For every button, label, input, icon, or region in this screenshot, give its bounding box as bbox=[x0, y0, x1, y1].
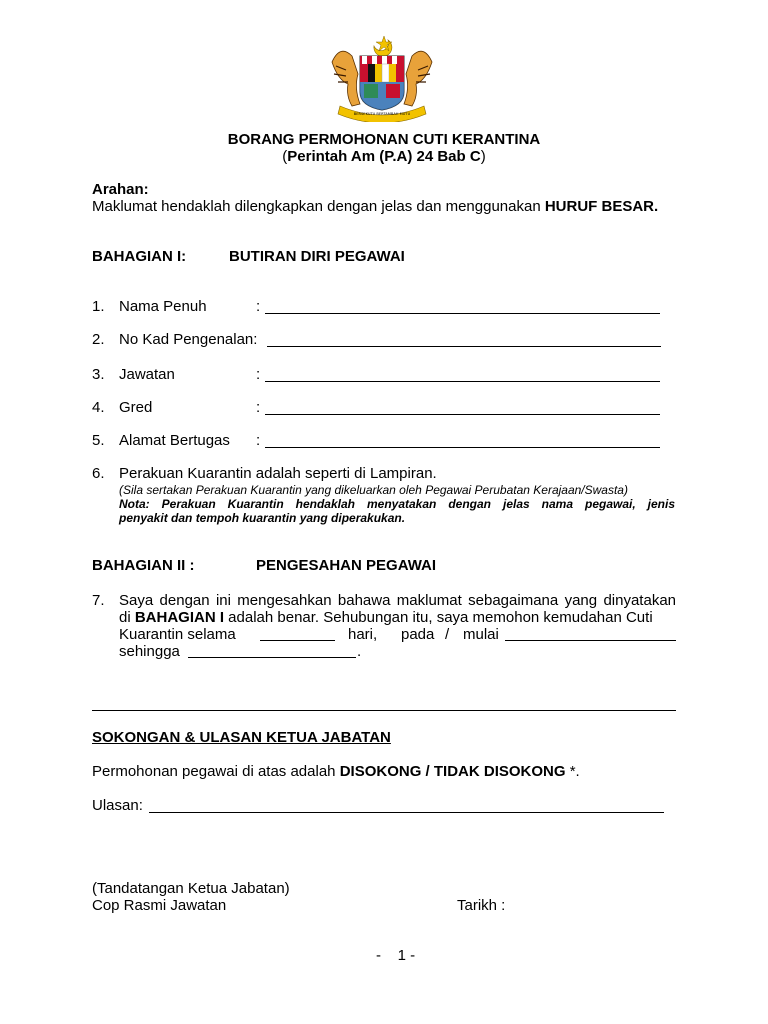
support-decision-options[interactable]: DISOKONG / TIDAK DISOKONG bbox=[339, 763, 566, 780]
field-number: 1. bbox=[92, 298, 105, 315]
item7-from-label: mulai bbox=[463, 626, 499, 643]
page-number: - 1 - bbox=[376, 947, 416, 964]
address-input-line[interactable] bbox=[265, 447, 660, 448]
part1-title: BUTIRAN DIRI PEGAWAI bbox=[229, 248, 405, 265]
instructions-body: Maklumat hendaklah dilengkapkan dengan jelas dan menggunakan bbox=[92, 198, 545, 215]
section-divider bbox=[92, 710, 676, 711]
field-label-position: Jawatan bbox=[119, 366, 175, 383]
support-statement-suffix: *. bbox=[565, 763, 580, 780]
name-input-line[interactable] bbox=[265, 313, 660, 314]
item7-line1: Saya dengan ini mengesahkan bahawa maklumat sebagaimana yang dinyatakan bbox=[119, 592, 676, 609]
field-label-address: Alamat Bertugas bbox=[119, 432, 230, 449]
item6-text: Perakuan Kuarantin adalah seperti di Lampiran. bbox=[119, 465, 437, 482]
subtitle-open-paren: ( bbox=[282, 148, 288, 165]
end-date-input-line[interactable] bbox=[188, 657, 356, 658]
field-number: 3. bbox=[92, 366, 105, 383]
support-statement-prefix: Permohonan pegawai di atas adalah bbox=[92, 763, 340, 780]
date-label: Tarikh : bbox=[457, 897, 506, 914]
item7-part-reference: BAHAGIAN I bbox=[134, 609, 225, 626]
form-title: BORANG PERMOHONAN CUTI KERANTINA bbox=[227, 131, 541, 148]
coat-of-arms-crest bbox=[326, 32, 438, 122]
part1-label: BAHAGIAN I: bbox=[92, 248, 187, 265]
item7-line2 bbox=[119, 609, 653, 626]
instructions-text bbox=[92, 198, 658, 215]
field-colon: : bbox=[256, 366, 261, 383]
ic-input-line[interactable] bbox=[267, 346, 661, 347]
days-input-line[interactable] bbox=[260, 640, 335, 641]
svg-text:BERSEKUTU BERTAMBAH MUTU: BERSEKUTU BERTAMBAH MUTU bbox=[353, 112, 411, 116]
item7-slash: / bbox=[445, 626, 450, 643]
field-label-grade: Gred bbox=[119, 399, 153, 416]
form-subtitle bbox=[0, 148, 768, 165]
item7-on-label: pada bbox=[401, 626, 435, 643]
field-colon: : bbox=[256, 399, 261, 416]
support-heading: SOKONGAN & ULASAN KETUA JABATAN bbox=[92, 729, 391, 746]
item7-number: 7. bbox=[92, 592, 105, 609]
subtitle-close-paren: ) bbox=[480, 148, 486, 165]
item7-days-label: hari, bbox=[348, 626, 378, 643]
item7-until-label: sehingga bbox=[119, 643, 180, 660]
item7-line2-prefix: di bbox=[119, 609, 135, 626]
item6-italic-note: (Sila sertakan Perakuan Kuarantin yang dikeluarkan oleh Pegawai Perubatan Kerajaan/Swasta) bbox=[119, 483, 628, 497]
remark-input-line[interactable] bbox=[149, 812, 664, 813]
field-colon: : bbox=[256, 298, 261, 315]
grade-input-line[interactable] bbox=[265, 414, 660, 415]
field-number: 4. bbox=[92, 399, 105, 416]
field-label-name: Nama Penuh bbox=[119, 298, 207, 315]
part2-title: PENGESAHAN PEGAWAI bbox=[256, 557, 437, 574]
item7-line2-suffix: adalah benar. Sehubungan itu, saya memohon kemudahan Cuti bbox=[224, 609, 653, 626]
item7-duration-label: Kuarantin selama bbox=[119, 626, 236, 643]
item6-bold-note-line1: Nota: Perakuan Kuarantin hendaklah menyatakan dengan jelas nama pegawai, jenis bbox=[119, 497, 675, 511]
item7-period: . bbox=[357, 643, 362, 660]
item6-number: 6. bbox=[92, 465, 105, 482]
instructions-heading: Arahan: bbox=[92, 181, 149, 198]
item6-bold-note-line2: penyakit dan tempoh kuarantin yang diperakukan. bbox=[119, 511, 406, 525]
signature-label: (Tandatangan Ketua Jabatan) bbox=[92, 880, 290, 897]
remark-label: Ulasan: bbox=[92, 797, 143, 814]
instructions-emphasis: HURUF BESAR. bbox=[544, 198, 659, 215]
support-statement bbox=[92, 763, 580, 780]
subtitle-reference: Perintah Am (P.A) 24 Bab C bbox=[287, 148, 481, 165]
start-date-input-line[interactable] bbox=[505, 640, 676, 641]
field-label-ic: No Kad Pengenalan: bbox=[119, 331, 258, 348]
field-number: 2. bbox=[92, 331, 105, 348]
official-stamp-label: Cop Rasmi Jawatan bbox=[92, 897, 227, 914]
part2-label: BAHAGIAN II : bbox=[92, 557, 195, 574]
field-colon: : bbox=[256, 432, 261, 449]
position-input-line[interactable] bbox=[265, 381, 660, 382]
field-number: 5. bbox=[92, 432, 105, 449]
